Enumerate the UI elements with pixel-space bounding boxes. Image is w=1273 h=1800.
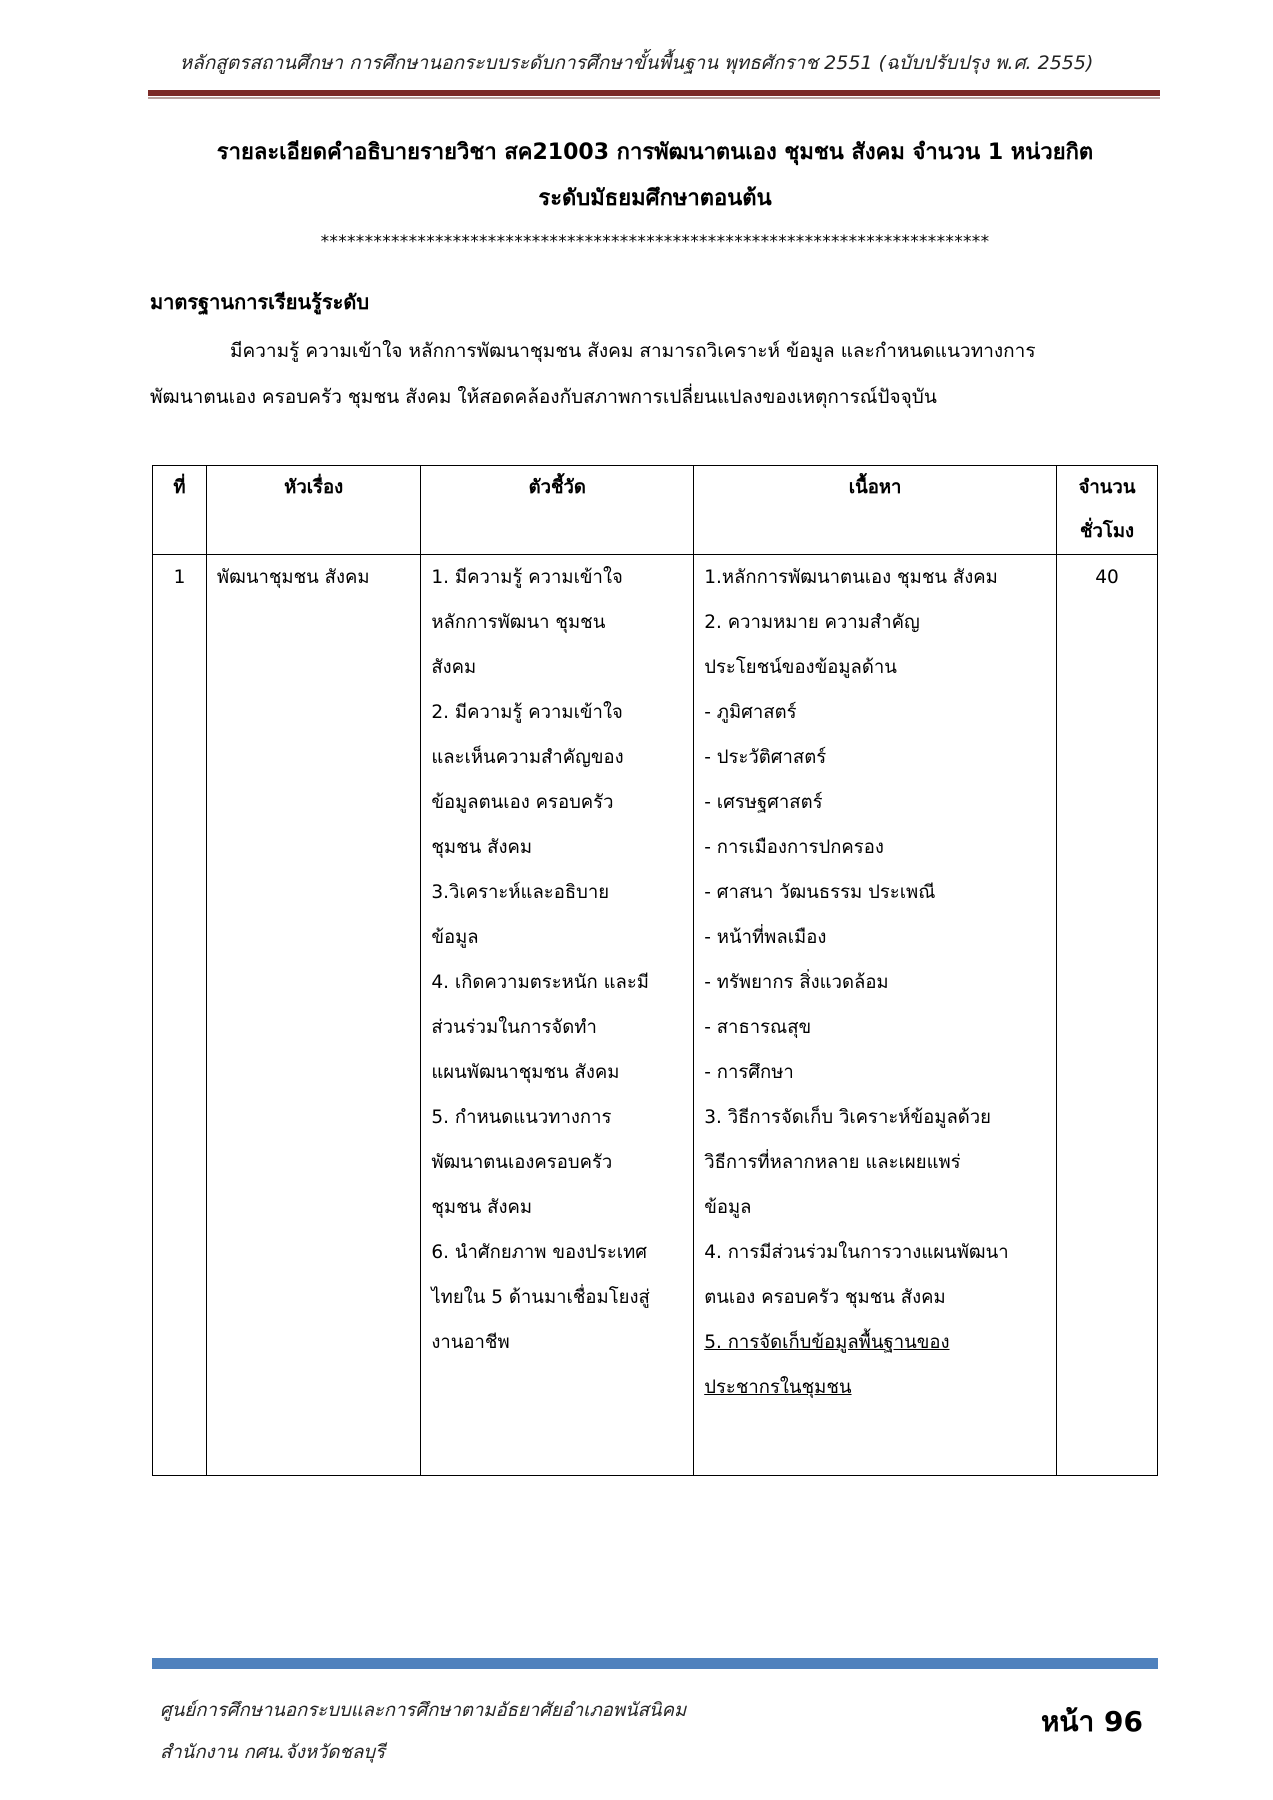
indicator-line: 6. นำศักยภาพ ของประเทศ xyxy=(431,1242,648,1263)
indicator-line: และเห็นความสำคัญของ xyxy=(431,747,624,768)
indicator-line: 4. เกิดความตระหนัก และมี xyxy=(431,972,649,993)
header-hours xyxy=(1057,466,1158,555)
footer-org-line-1: ศูนย์การศึกษานอกระบบและการศึกษาตามอัธยาศัยอำเภอพนัสนิคม xyxy=(160,1700,687,1721)
indicator-line: สังคม xyxy=(431,657,477,678)
header-rule xyxy=(148,90,1160,96)
footer-rule xyxy=(152,1658,1158,1669)
separator-stars: **************************************************************************** xyxy=(320,232,990,252)
cell-indicators xyxy=(421,555,694,1476)
header-indicators: ตัวชี้วัด xyxy=(421,466,694,555)
content-line: ข้อมูล xyxy=(704,1197,752,1218)
content-line: - สาธารณสุข xyxy=(704,1017,812,1038)
indicator-line: ชุมชน สังคม xyxy=(431,837,533,858)
title-line-2: ระดับมัธยมศึกษาตอนต้น xyxy=(538,186,772,211)
standard-line-1: มีความรู้ ความเข้าใจ หลักการพัฒนาชุมชน สังคม สามารถวิเคราะห์ ข้อมูล และกำหนดแนวทางการ xyxy=(230,340,1036,362)
indicator-line: งานอาชีพ xyxy=(431,1332,510,1353)
title-line-1: รายละเอียดคำอธิบายรายวิชา สค21003 การพัฒนาตนเอง ชุมชน สังคม จำนวน 1 หน่วยกิต xyxy=(216,140,1094,165)
indicator-line: 3.วิเคราะห์และอธิบาย xyxy=(431,882,610,903)
content-line: 1.หลักการพัฒนาตนเอง ชุมชน สังคม xyxy=(704,567,998,588)
content-line-underlined: 5. การจัดเก็บข้อมูลพื้นฐานของ xyxy=(704,1332,950,1353)
indicator-line: 1. มีความรู้ ความเข้าใจ xyxy=(431,567,623,588)
indicator-line: พัฒนาตนเองครอบครัว xyxy=(431,1152,613,1173)
content-line: - การศึกษา xyxy=(704,1062,794,1083)
table-row xyxy=(153,555,1158,1476)
header-topic: หัวเรื่อง xyxy=(206,466,420,555)
standard-heading: มาตรฐานการเรียนรู้ระดับ xyxy=(150,290,370,314)
footer-org-line-2: สำนักงาน กศน.จังหวัดชลบุรี xyxy=(160,1742,385,1763)
content-line: วิธีการที่หลากหลาย และเผยแพร่ xyxy=(704,1152,961,1173)
content-line: - ศาสนา วัฒนธรรม ประเพณี xyxy=(704,882,936,903)
indicator-line: 2. มีความรู้ ความเข้าใจ xyxy=(431,702,623,723)
indicator-line: ส่วนร่วมในการจัดทำ xyxy=(431,1017,597,1038)
course-table xyxy=(152,465,1158,1476)
cell-topic: พัฒนาชุมชน สังคม xyxy=(206,555,420,1476)
content-line: - ทรัพยากร สิ่งแวดล้อม xyxy=(704,972,889,993)
indicator-line: ชุมชน สังคม xyxy=(431,1197,533,1218)
content-line: - เศรษฐศาสตร์ xyxy=(704,792,823,813)
page-number: หน้า 96 xyxy=(1040,1705,1143,1738)
indicator-line: หลักการพัฒนา ชุมชน xyxy=(431,612,606,633)
cell-hours: 40 xyxy=(1057,555,1158,1476)
cell-content xyxy=(694,555,1057,1476)
content-line: - การเมืองการปกครอง xyxy=(704,837,884,858)
content-line: 3. วิธีการจัดเก็บ วิเคราะห์ข้อมูลด้วย xyxy=(704,1107,992,1128)
standard-body xyxy=(150,328,1160,420)
header-rule-thin xyxy=(148,97,1160,99)
content-line: 2. ความหมาย ความสำคัญ xyxy=(704,612,920,633)
running-header: หลักสูตรสถานศึกษา การศึกษานอกระบบระดับการศึกษาขั้นพื้นฐาน พุทธศักราช 2551 (ฉบับปรับปรุง พ.ศ. 2555) xyxy=(179,52,1094,74)
content-line: ตนเอง ครอบครัว ชุมชน สังคม xyxy=(704,1287,946,1308)
indicator-line: ไทยใน 5 ด้านมาเชื่อมโยงสู่ xyxy=(431,1287,650,1308)
indicator-line: แผนพัฒนาชุมชน สังคม xyxy=(431,1062,620,1083)
document-title xyxy=(140,130,1170,222)
standard-line-2: พัฒนาตนเอง ครอบครัว ชุมชน สังคม ให้สอดคล้องกับสภาพการเปลี่ยนแปลงของเหตุการณ์ปัจจุบัน xyxy=(150,386,937,408)
footer-organization xyxy=(160,1690,686,1774)
content-line: - ภูมิศาสตร์ xyxy=(704,702,797,723)
indicator-line: 5. กำหนดแนวทางการ xyxy=(431,1107,612,1128)
header-hours-line-2: ชั่วโมง xyxy=(1079,521,1135,542)
content-line: 4. การมีส่วนร่วมในการวางแผนพัฒนา xyxy=(704,1242,1009,1263)
content-line: - ประวัติศาสตร์ xyxy=(704,747,827,768)
header-content: เนื้อหา xyxy=(694,466,1057,555)
indicator-line: ข้อมูล xyxy=(431,927,479,948)
cell-no: 1 xyxy=(153,555,207,1476)
indicator-line: ข้อมูลตนเอง ครอบครัว xyxy=(431,792,614,813)
content-line: ประโยชน์ของข้อมูลด้าน xyxy=(704,657,897,678)
header-no: ที่ xyxy=(153,466,207,555)
header-hours-line-1: จำนวน xyxy=(1078,477,1136,498)
content-line-underlined: ประชากรในชุมชน xyxy=(704,1377,852,1398)
content-line: - หน้าที่พลเมือง xyxy=(704,927,827,948)
table-header-row xyxy=(153,466,1158,555)
